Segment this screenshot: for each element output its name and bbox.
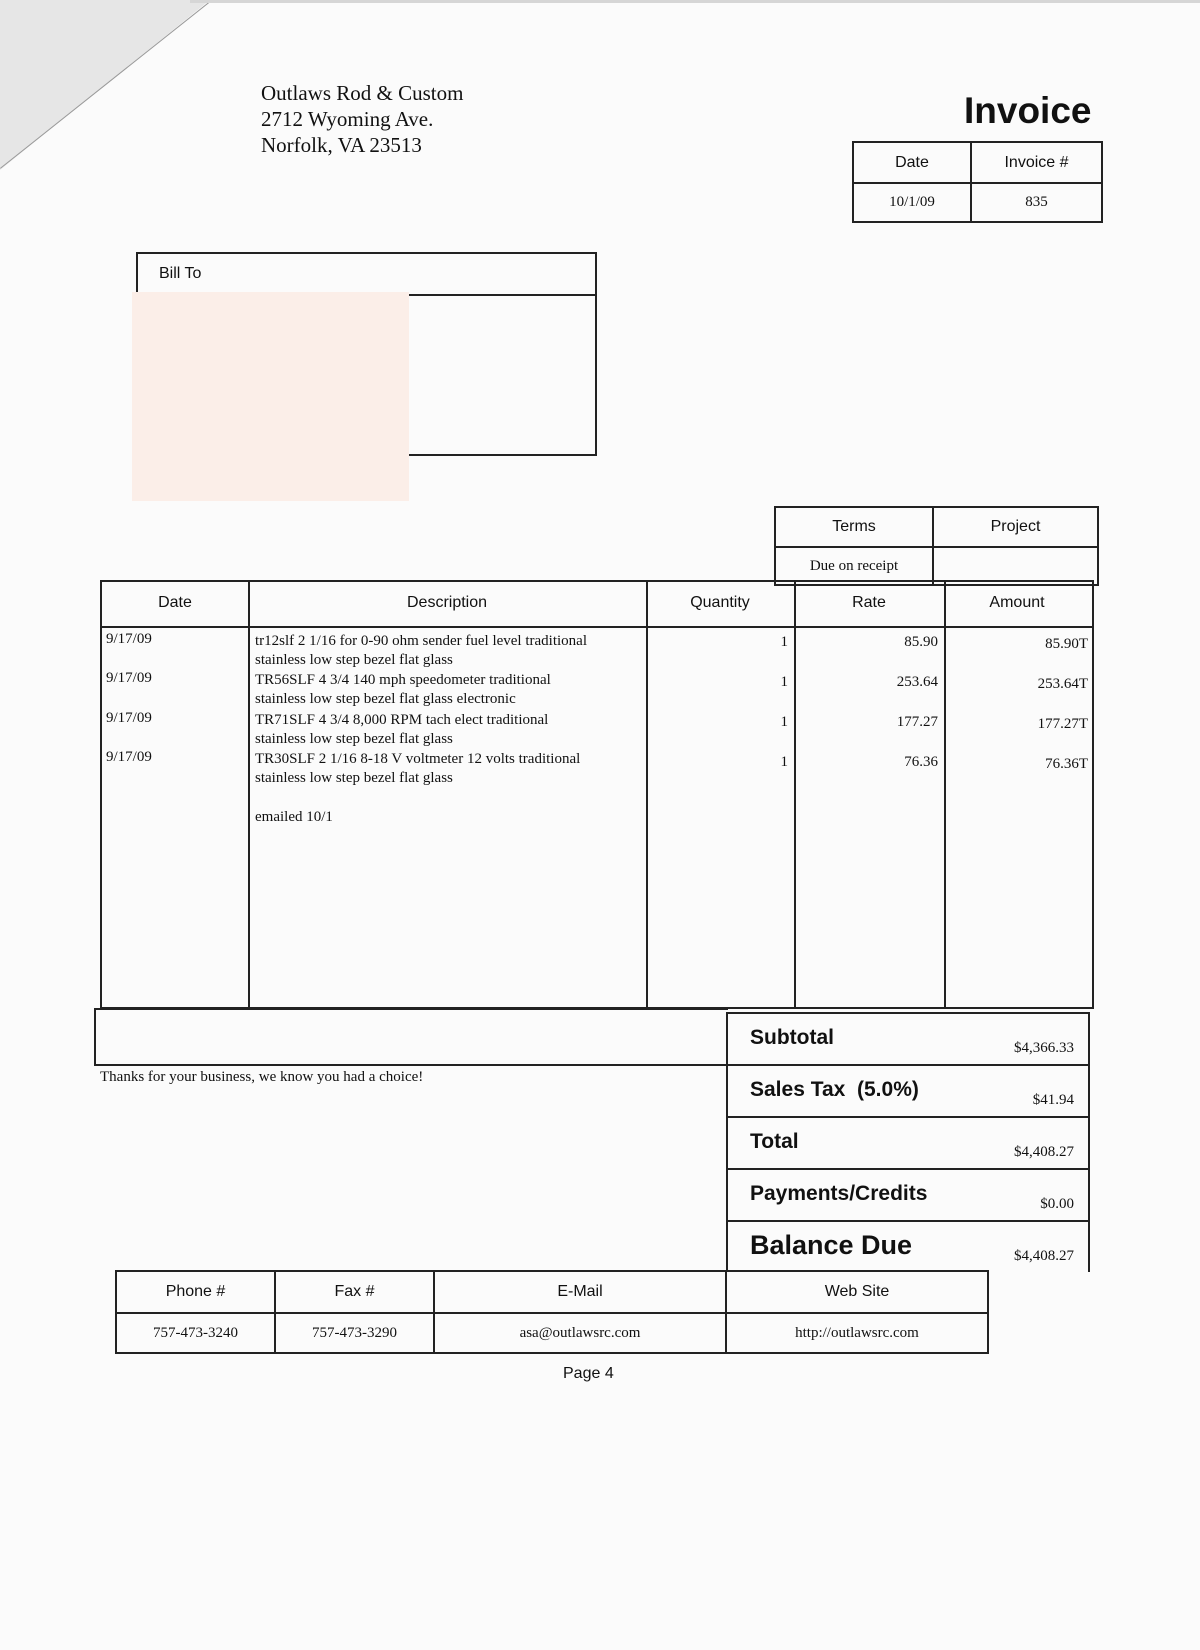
row-4-description-line1: TR30SLF 2 1/16 8-18 V voltmeter 12 volts traditional — [255, 751, 581, 767]
row-2-rate: 253.64 — [896, 674, 938, 690]
row-3-description-line2: stainless low step bezel flat glass — [255, 731, 453, 747]
email-address: asa@outlawsrc.com — [434, 1313, 726, 1353]
invoice-number: 835 — [971, 183, 1102, 222]
row-1-description-line1: tr12slf 2 1/16 for 0-90 ohm sender fuel level traditional — [255, 633, 587, 649]
redacted-address — [132, 292, 409, 501]
row-2-quantity: 1 — [780, 674, 788, 690]
total-amount: $4,408.27 — [1014, 1144, 1074, 1160]
contact-table — [115, 1270, 989, 1354]
meta-number-header: Invoice # — [971, 142, 1102, 183]
date-column-header: Date — [158, 594, 192, 611]
phone-header: Phone # — [116, 1271, 275, 1313]
row-1-rate: 85.90 — [904, 634, 938, 650]
subtotal-label: Subtotal — [750, 1026, 834, 1049]
row-2-description — [255, 671, 551, 709]
balance-due-row — [726, 1222, 1090, 1272]
company-name: Outlaws Rod & Custom — [261, 81, 464, 105]
row-1-quantity: 1 — [780, 634, 788, 650]
terms-table — [774, 506, 1099, 586]
payments-label: Payments/Credits — [750, 1182, 928, 1205]
row-4-quantity: 1 — [780, 754, 788, 770]
row-4-description-line2: stainless low step bezel flat glass — [255, 770, 453, 786]
invoice-meta-table — [852, 141, 1103, 223]
company-street: 2712 Wyoming Ave. — [261, 107, 434, 131]
rate-column-header: Rate — [852, 594, 886, 611]
terms-value: Due on receipt — [775, 547, 933, 585]
subtotal-row — [726, 1012, 1090, 1066]
company-address-block — [261, 80, 463, 158]
row-3-amount: 177.27T — [1037, 716, 1088, 732]
sales-tax-label: Sales Tax (5.0%) — [750, 1078, 919, 1101]
balance-due-amount: $4,408.27 — [1014, 1248, 1074, 1264]
total-label: Total — [750, 1130, 799, 1153]
website-header: Web Site — [726, 1271, 988, 1313]
fax-header: Fax # — [275, 1271, 434, 1313]
row-1-description — [255, 632, 587, 670]
row-4-date: 9/17/09 — [106, 749, 152, 765]
page-number: Page 4 — [563, 1365, 614, 1382]
item-note: emailed 10/1 — [255, 809, 333, 825]
bill-to-label: Bill To — [138, 254, 595, 296]
row-4-rate: 76.36 — [904, 754, 938, 770]
row-3-rate: 177.27 — [896, 714, 938, 730]
row-2-description-line2: stainless low step bezel flat glass electronic — [255, 691, 516, 707]
line-items-table — [100, 580, 1094, 1009]
payments-amount: $0.00 — [1040, 1196, 1074, 1212]
fax-number: 757-473-3290 — [275, 1313, 434, 1353]
total-row — [726, 1118, 1090, 1170]
row-1-date: 9/17/09 — [106, 631, 152, 647]
scan-edge-shadow — [190, 0, 1200, 3]
quantity-column-header: Quantity — [690, 594, 750, 611]
row-3-description-line1: TR71SLF 4 3/4 8,000 RPM tach elect traditional — [255, 712, 549, 728]
column-divider — [248, 582, 250, 1007]
website-url: http://outlawsrc.com — [726, 1313, 988, 1353]
row-2-description-line1: TR56SLF 4 3/4 140 mph speedometer traditional — [255, 672, 551, 688]
invoice-title: Invoice — [964, 90, 1092, 131]
phone-number: 757-473-3240 — [116, 1313, 275, 1353]
row-4-description — [255, 750, 580, 788]
row-2-amount: 253.64T — [1037, 676, 1088, 692]
row-3-date: 9/17/09 — [106, 710, 152, 726]
subtotal-amount: $4,366.33 — [1014, 1040, 1074, 1056]
row-3-quantity: 1 — [780, 714, 788, 730]
row-1-amount: 85.90T — [1045, 636, 1088, 652]
row-3-description — [255, 711, 548, 749]
email-header: E-Mail — [434, 1271, 726, 1313]
row-1-description-line2: stainless low step bezel flat glass — [255, 652, 453, 668]
sales-tax-row — [726, 1066, 1090, 1118]
row-4-amount: 76.36T — [1045, 756, 1088, 772]
sales-tax-amount: $41.94 — [1032, 1092, 1074, 1108]
amount-column-header: Amount — [989, 594, 1045, 611]
project-header: Project — [933, 507, 1098, 547]
row-2-date: 9/17/09 — [106, 670, 152, 686]
payments-row — [726, 1170, 1090, 1222]
totals-panel — [726, 1012, 1090, 1272]
invoice-date: 10/1/09 — [853, 183, 971, 222]
company-city: Norfolk, VA 23513 — [261, 133, 422, 157]
memo-strip — [94, 1008, 728, 1066]
description-column-header: Description — [406, 594, 488, 611]
balance-due-label: Balance Due — [750, 1230, 913, 1260]
meta-date-header: Date — [853, 142, 971, 183]
thank-you-message: Thanks for your business, we know you had a choice! — [100, 1069, 424, 1085]
terms-header: Terms — [775, 507, 933, 547]
